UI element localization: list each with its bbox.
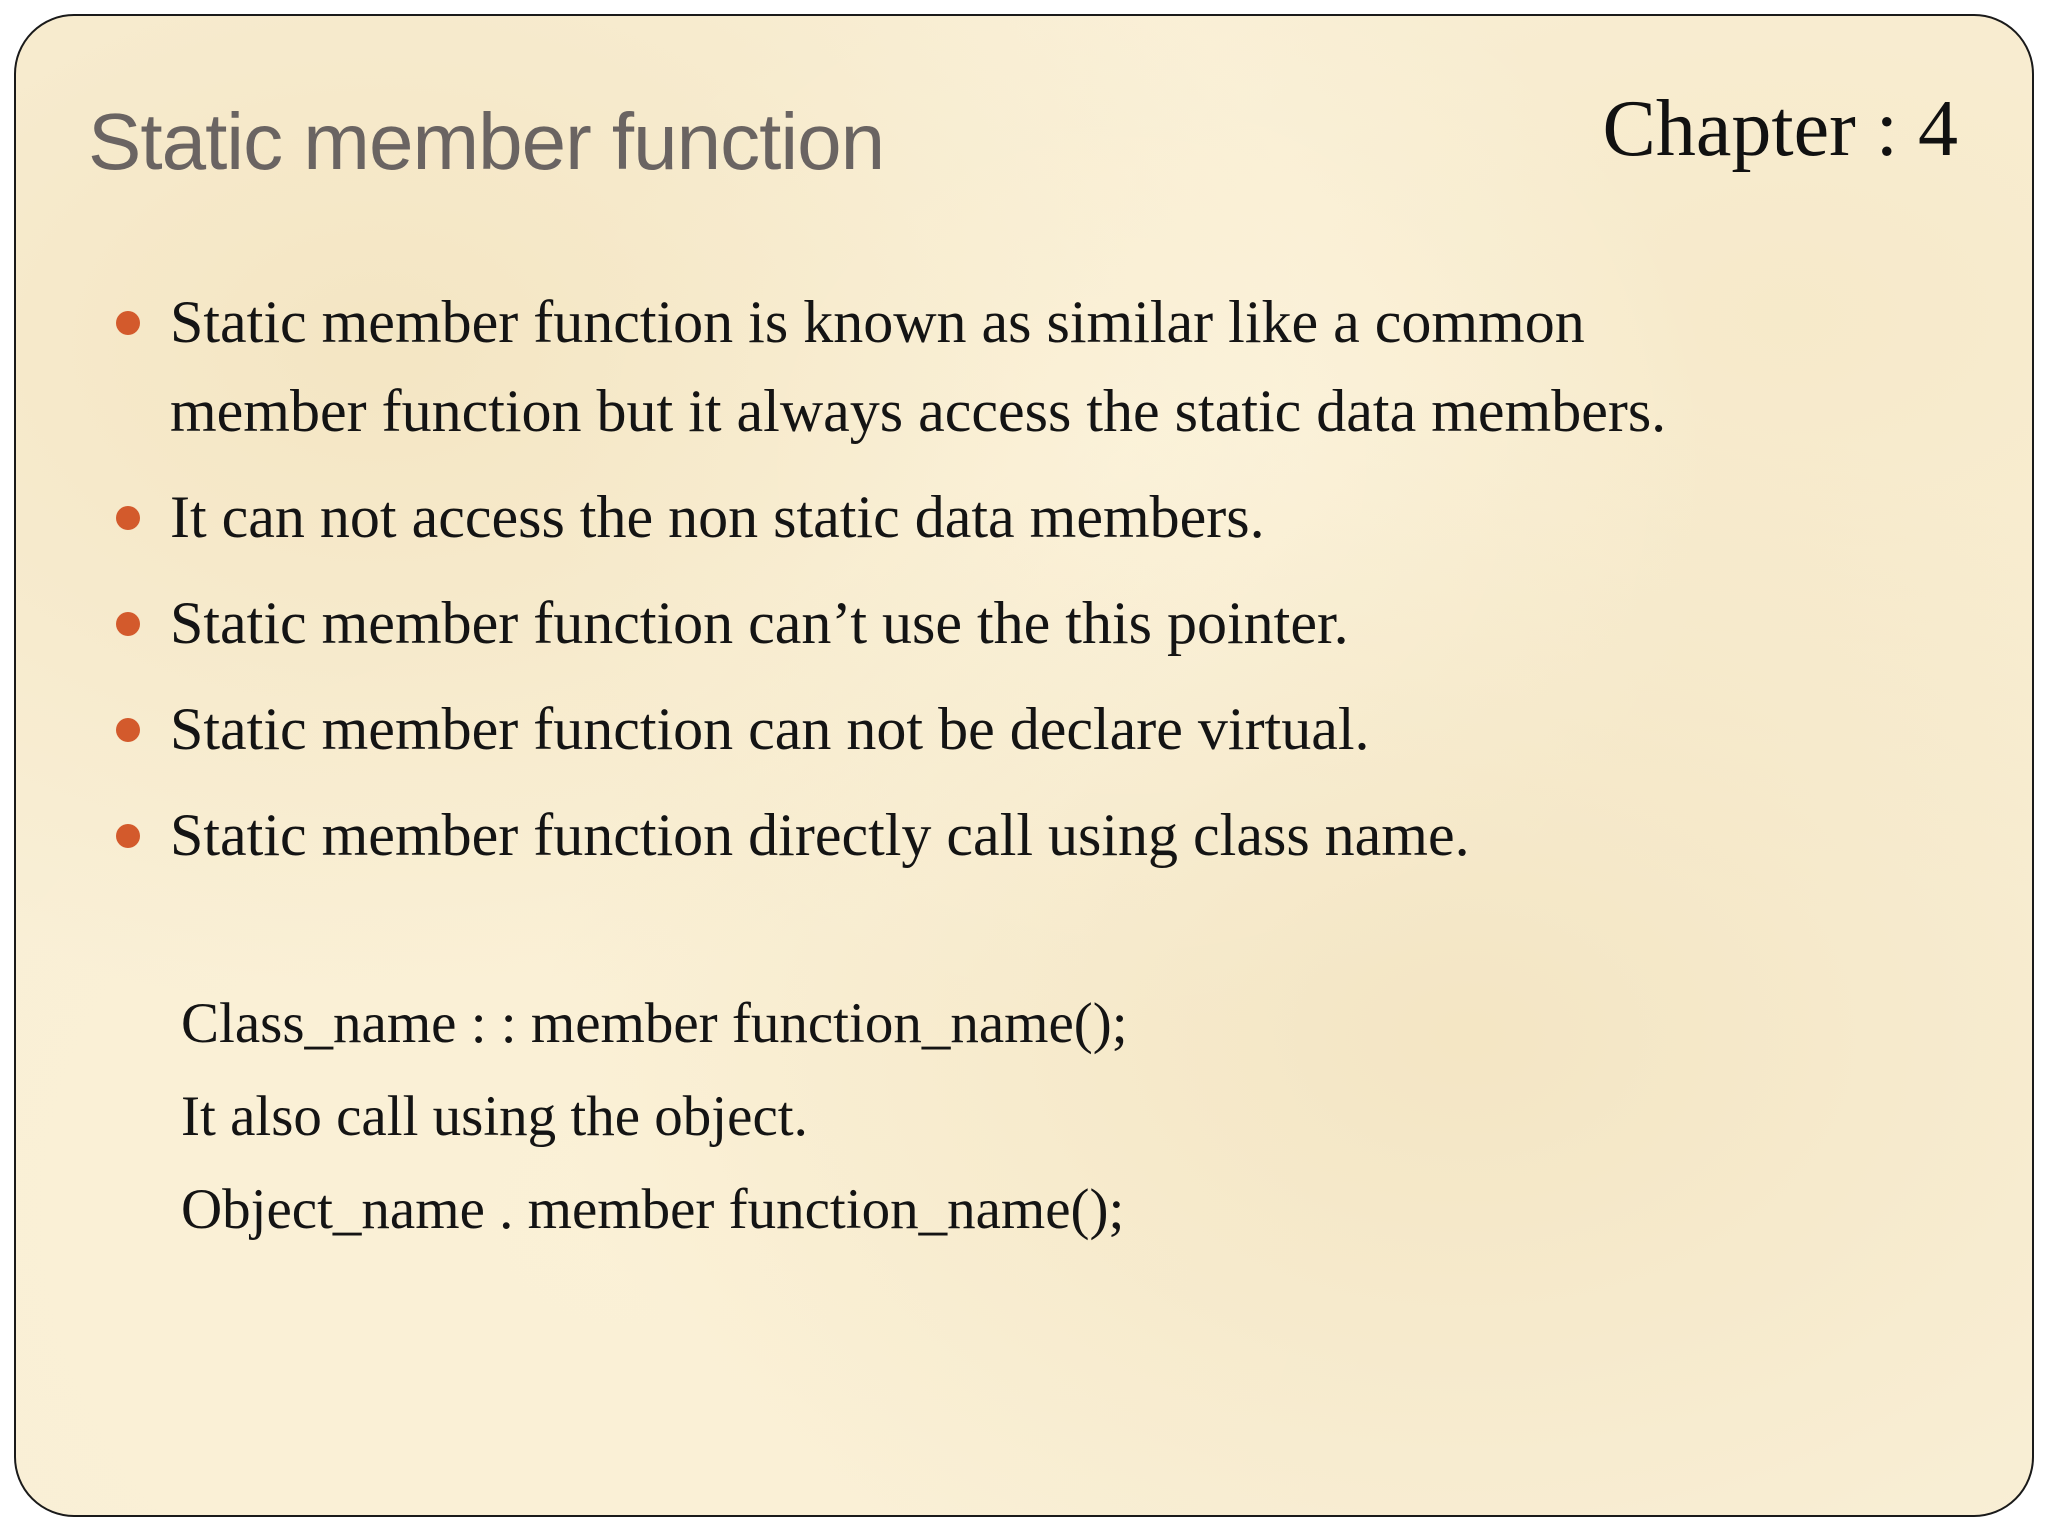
bullet-item	[16, 685, 1770, 774]
bullet-dot-icon	[116, 612, 140, 636]
bullet-item	[16, 473, 1770, 562]
bullet-item	[16, 278, 1770, 456]
bullet-dot-icon	[116, 718, 140, 742]
bullet-item	[16, 791, 1770, 880]
bullet-dot-icon	[116, 506, 140, 530]
bullet-list	[16, 278, 1916, 897]
object-call-note: It also call using the object.	[181, 1085, 808, 1148]
code-line-object-call: Object_name . member function_name();	[181, 1178, 1125, 1241]
bullet-text: Static member function can not be declare virtual.	[170, 696, 1370, 762]
code-line-class-call: Class_name : : member function_name();	[181, 992, 1128, 1055]
bullet-dot-icon	[116, 824, 140, 848]
slide-frame	[14, 14, 2034, 1517]
bullet-text: It can not access the non static data members.	[170, 484, 1265, 550]
bullet-text: Static member function is known as similar like a common member function but it always access the static data members.	[170, 289, 1667, 444]
bullet-text: Static member function can’t use the this pointer.	[170, 590, 1349, 656]
bullet-item	[16, 579, 1770, 668]
bullet-text: Static member function directly call using class name.	[170, 802, 1470, 868]
chapter-label: Chapter : 4	[1602, 85, 1958, 173]
bullet-dot-icon	[116, 311, 140, 335]
slide-title: Static member function	[88, 97, 885, 186]
